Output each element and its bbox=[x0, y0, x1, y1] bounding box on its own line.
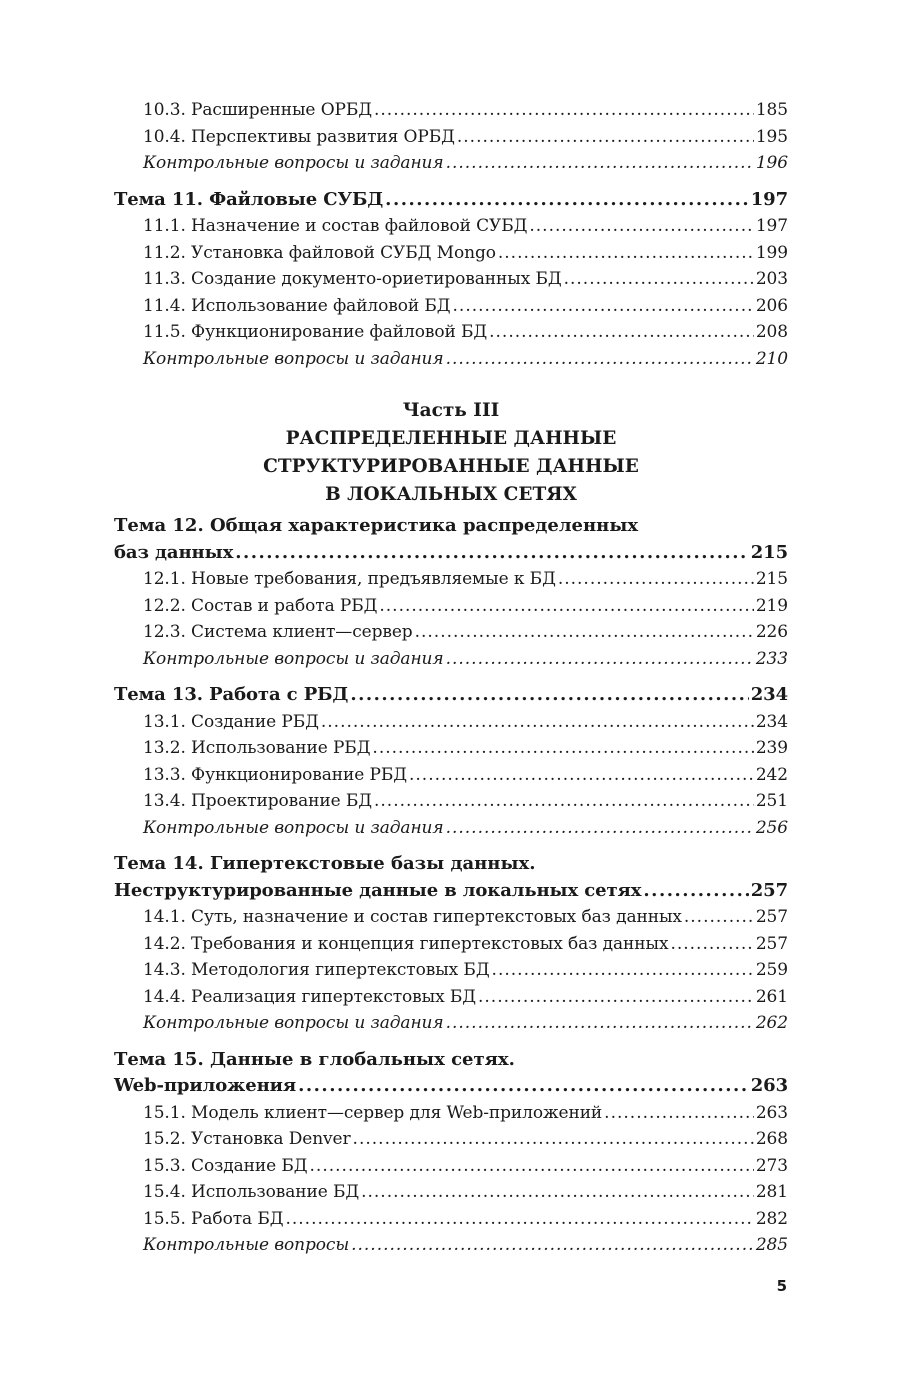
entry-title: 14.2. Требования и концепция гипертекстовых баз данных bbox=[143, 933, 669, 954]
toc-entry[interactable] bbox=[114, 931, 788, 958]
dot-leader bbox=[361, 1179, 754, 1206]
dot-leader bbox=[457, 124, 754, 151]
part-title: РАСПРЕДЕЛЕННЫЕ ДАННЫЕ bbox=[285, 428, 617, 449]
dot-leader bbox=[353, 1126, 754, 1153]
entry-title: 13.3. Функционирование РБД bbox=[143, 764, 407, 785]
toc-entry[interactable] bbox=[114, 1179, 788, 1206]
entry-page: 282 bbox=[755, 1208, 788, 1229]
entry-page: 257 bbox=[755, 907, 788, 927]
entry-page: 199 bbox=[755, 242, 788, 263]
toc-entry[interactable] bbox=[114, 619, 788, 646]
entry-title: Контрольные вопросы и задания bbox=[143, 817, 444, 838]
entry-page: 185 bbox=[755, 100, 788, 120]
topic-title-line2: Неструктурированные данные в локальных сетях bbox=[114, 879, 642, 901]
entry-page: 233 bbox=[755, 648, 788, 669]
entry-page: 256 bbox=[755, 817, 788, 838]
entry-page: 261 bbox=[755, 986, 788, 1007]
dot-leader bbox=[350, 682, 748, 709]
review-questions-entry[interactable] bbox=[114, 1232, 788, 1259]
toc-entry[interactable] bbox=[114, 240, 788, 267]
entry-title: 11.3. Создание документо-ориетированных БД bbox=[143, 269, 562, 289]
toc-entry[interactable] bbox=[114, 593, 788, 620]
entry-page: 281 bbox=[755, 1182, 788, 1202]
dot-leader bbox=[385, 187, 749, 214]
review-questions-entry[interactable] bbox=[114, 346, 788, 373]
topic-title-line1: Тема 12. Общая характеристика распределенных bbox=[114, 515, 639, 536]
topic-heading-13[interactable] bbox=[114, 682, 788, 709]
toc-entry[interactable] bbox=[114, 124, 788, 151]
dot-leader bbox=[489, 319, 754, 346]
toc-entry[interactable] bbox=[114, 1206, 788, 1233]
entry-title: 13.2. Использование РБД bbox=[143, 738, 371, 758]
dot-leader bbox=[670, 931, 753, 958]
dot-leader bbox=[446, 646, 754, 673]
toc-entry[interactable] bbox=[114, 762, 788, 789]
entry-page: 197 bbox=[755, 216, 788, 236]
entry-page: 239 bbox=[755, 738, 788, 758]
dot-leader bbox=[415, 619, 754, 646]
topic-title-line1: Тема 14. Гипертекстовые базы данных. bbox=[114, 853, 536, 874]
toc-entry[interactable] bbox=[114, 1100, 788, 1127]
entry-title: 14.4. Реализация гипертекстовых БД bbox=[143, 986, 476, 1007]
dot-leader bbox=[558, 566, 754, 593]
entry-page: 268 bbox=[755, 1129, 788, 1149]
toc-entry[interactable] bbox=[114, 1153, 788, 1180]
dot-leader bbox=[235, 540, 749, 567]
review-questions-entry[interactable] bbox=[114, 646, 788, 673]
entry-page: 208 bbox=[755, 322, 788, 342]
dot-leader bbox=[409, 762, 754, 789]
dot-leader bbox=[446, 815, 754, 842]
entry-page: 226 bbox=[755, 622, 788, 642]
toc-entry[interactable] bbox=[114, 984, 788, 1011]
entry-page: 259 bbox=[755, 960, 788, 980]
entry-group bbox=[114, 709, 788, 842]
topic-heading-11[interactable] bbox=[114, 187, 788, 214]
part-subtitle-2: В ЛОКАЛЬНЫХ СЕТЯХ bbox=[325, 484, 577, 505]
entry-title: 15.2. Установка Denver bbox=[143, 1129, 351, 1149]
entry-page: 251 bbox=[755, 791, 788, 811]
toc-entry[interactable] bbox=[114, 957, 788, 984]
entry-group bbox=[114, 904, 788, 1037]
toc-entry[interactable] bbox=[114, 293, 788, 320]
dot-leader bbox=[374, 97, 754, 124]
entry-page: 203 bbox=[755, 269, 788, 289]
toc-entry[interactable] bbox=[114, 266, 788, 293]
entry-page: 206 bbox=[755, 295, 788, 316]
entry-title: 14.1. Суть, назначение и состав гипертекстовых баз данных bbox=[143, 907, 682, 927]
entry-title: 15.4. Использование БД bbox=[143, 1182, 360, 1202]
dot-leader bbox=[374, 788, 754, 815]
topic-page: 234 bbox=[750, 684, 788, 705]
toc-entry[interactable] bbox=[114, 788, 788, 815]
dot-leader bbox=[604, 1100, 754, 1127]
entry-page: 196 bbox=[755, 153, 788, 173]
toc-entry[interactable] bbox=[114, 735, 788, 762]
topic-title: Тема 11. Файловые СУБД bbox=[114, 188, 384, 210]
page-number: 5 bbox=[776, 1277, 787, 1295]
entry-title: 12.1. Новые требования, предъявляемые к БД bbox=[143, 569, 556, 589]
entry-title: 11.5. Функционирование файловой БД bbox=[143, 322, 488, 342]
entry-group bbox=[114, 1100, 788, 1259]
dot-leader bbox=[498, 240, 754, 267]
toc-entry[interactable] bbox=[114, 319, 788, 346]
dot-leader bbox=[446, 1010, 754, 1037]
topic-title: Тема 13. Работа с РБД bbox=[114, 684, 349, 705]
topic-heading-12[interactable] bbox=[114, 513, 788, 566]
entry-group bbox=[114, 97, 788, 177]
part-heading bbox=[114, 397, 788, 509]
toc-entry[interactable] bbox=[114, 1126, 788, 1153]
topic-page: 263 bbox=[750, 1075, 788, 1096]
entry-title: 13.1. Создание РБД bbox=[143, 711, 319, 732]
dot-leader bbox=[453, 293, 754, 320]
dot-leader bbox=[372, 735, 753, 762]
dot-leader bbox=[564, 266, 754, 293]
topic-title-line2: Web-приложения bbox=[114, 1075, 297, 1096]
topic-page: 197 bbox=[750, 188, 788, 210]
entry-page: 215 bbox=[755, 569, 788, 589]
dot-leader bbox=[285, 1206, 753, 1233]
toc-entry[interactable] bbox=[114, 213, 788, 240]
toc-entry[interactable] bbox=[114, 904, 788, 931]
part-subtitle: СТРУКТУРИРОВАННЫЕ ДАННЫЕ bbox=[263, 456, 639, 477]
entry-title: 11.2. Установка файловой СУБД Mongo bbox=[143, 242, 496, 263]
part-number: Часть III bbox=[402, 400, 500, 421]
entry-title: Контрольные вопросы bbox=[143, 1235, 350, 1255]
entry-page: 242 bbox=[755, 764, 788, 785]
entry-title: 10.3. Расширенные ОРБД bbox=[143, 100, 372, 120]
dot-leader bbox=[310, 1153, 754, 1180]
dot-leader bbox=[298, 1073, 749, 1100]
entry-page: 273 bbox=[755, 1155, 788, 1176]
dot-leader bbox=[684, 904, 754, 931]
dot-leader bbox=[492, 957, 754, 984]
toc-entry[interactable] bbox=[114, 709, 788, 736]
dot-leader bbox=[446, 150, 754, 177]
review-questions-entry[interactable] bbox=[114, 1010, 788, 1037]
entry-page: 234 bbox=[755, 711, 788, 732]
entry-title: 10.4. Перспективы развития ОРБД bbox=[143, 126, 455, 147]
dot-leader bbox=[478, 984, 754, 1011]
review-questions-entry[interactable] bbox=[114, 150, 788, 177]
entry-group bbox=[114, 213, 788, 372]
entry-page: 210 bbox=[755, 348, 788, 369]
entry-page: 285 bbox=[755, 1235, 788, 1255]
topic-heading-15[interactable] bbox=[114, 1047, 788, 1100]
entry-page: 262 bbox=[755, 1013, 788, 1033]
entry-group bbox=[114, 566, 788, 672]
entry-title: 11.1. Назначение и состав файловой СУБД bbox=[143, 216, 528, 236]
entry-title: 15.1. Модель клиент—сервер для Web-приложений bbox=[143, 1102, 603, 1123]
dot-leader bbox=[446, 346, 754, 373]
entry-page: 263 bbox=[755, 1102, 788, 1123]
entry-title: Контрольные вопросы и задания bbox=[143, 348, 444, 369]
dot-leader bbox=[321, 709, 754, 736]
topic-page: 257 bbox=[750, 879, 788, 901]
dot-leader bbox=[351, 1232, 754, 1259]
entry-title: 14.3. Методология гипертекстовых БД bbox=[143, 960, 490, 980]
entry-title: 15.3. Создание БД bbox=[143, 1155, 308, 1176]
review-questions-entry[interactable] bbox=[114, 815, 788, 842]
entry-title: 12.3. Система клиент—сервер bbox=[143, 622, 413, 642]
entry-title: Контрольные вопросы и задания bbox=[143, 648, 444, 669]
entry-title: 12.2. Состав и работа РБД bbox=[143, 595, 378, 616]
topic-title-line1: Тема 15. Данные в глобальных сетях. bbox=[114, 1048, 515, 1070]
entry-title: Контрольные вопросы и задания bbox=[143, 1013, 444, 1033]
entry-page: 257 bbox=[755, 933, 788, 954]
entry-page: 219 bbox=[755, 595, 788, 616]
entry-title: 11.4. Использование файловой БД bbox=[143, 295, 451, 316]
entry-title: 13.4. Проектирование БД bbox=[143, 791, 372, 811]
topic-heading-14[interactable] bbox=[114, 851, 788, 904]
dot-leader bbox=[529, 213, 753, 240]
topic-page: 215 bbox=[750, 541, 788, 563]
toc-entry[interactable] bbox=[114, 566, 788, 593]
toc-entry[interactable] bbox=[114, 97, 788, 124]
entry-title: 15.5. Работа БД bbox=[143, 1208, 284, 1229]
dot-leader bbox=[643, 878, 748, 905]
table-of-contents bbox=[114, 97, 788, 1259]
dot-leader bbox=[379, 593, 753, 620]
topic-title-line2: баз данных bbox=[114, 541, 234, 563]
entry-page: 195 bbox=[755, 126, 788, 147]
entry-title: Контрольные вопросы и задания bbox=[143, 153, 444, 173]
